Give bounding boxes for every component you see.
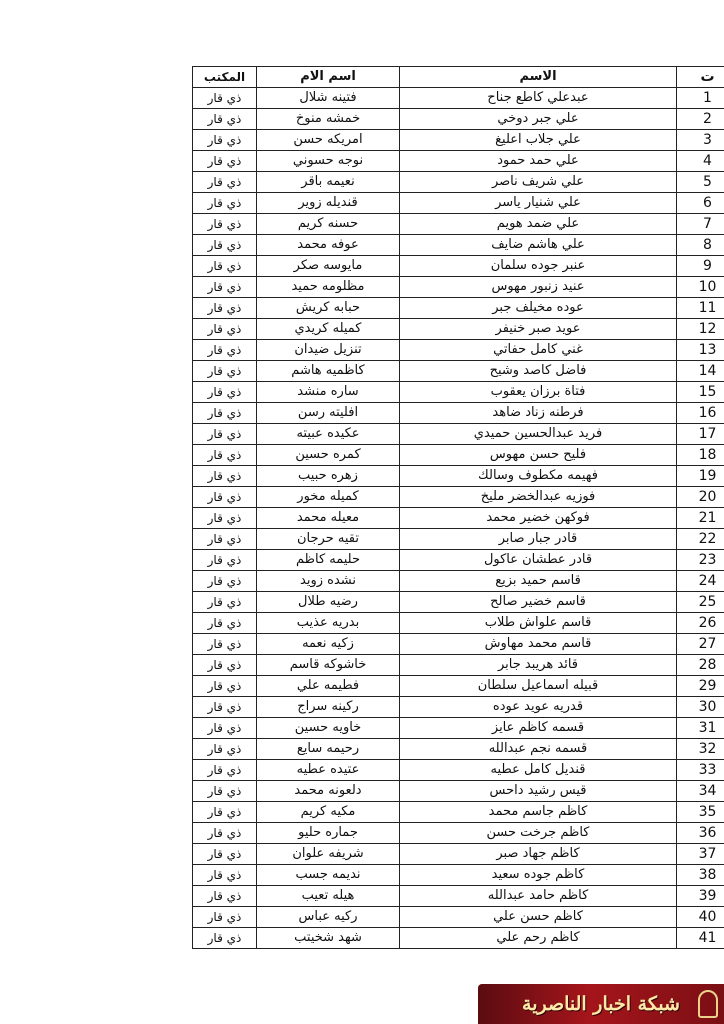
row-office: ذي قار [193,613,257,634]
row-mother: عتيده عطيه [257,760,400,781]
table-row [193,865,724,886]
row-mother: نوجه حسوني [257,151,400,172]
row-num: 30 [677,697,724,718]
row-office: ذي قار [193,844,257,865]
row-num: 15 [677,382,724,403]
row-mother: خاويه حسين [257,718,400,739]
table-row [193,676,724,697]
row-mother: كمره حسين [257,445,400,466]
row-mother: فتينه شلال [257,88,400,109]
row-name: كاظم جاسم محمد [400,802,677,823]
row-name: قادر جبار صابر [400,529,677,550]
row-mother: بدريه عذيب [257,613,400,634]
table-body [193,88,724,949]
table-row [193,697,724,718]
row-num: 19 [677,466,724,487]
row-num: 39 [677,886,724,907]
row-name: عنيد زنبور مهوس [400,277,677,298]
row-mother: هيله تعيب [257,886,400,907]
row-mother: مايوسه صكر [257,256,400,277]
table-row [193,844,724,865]
row-office: ذي قار [193,193,257,214]
row-num: 41 [677,928,724,949]
row-mother: افليته رسن [257,403,400,424]
row-num: 28 [677,655,724,676]
row-mother: ركيه عباس [257,907,400,928]
row-name: قاسم علواش طلاب [400,613,677,634]
row-mother: تنزيل ضيدان [257,340,400,361]
row-office: ذي قار [193,655,257,676]
row-num: 24 [677,571,724,592]
row-name: فوكهن خضير محمد [400,508,677,529]
row-mother: رحيمه سايع [257,739,400,760]
header-name: الاسم [400,67,677,88]
table-row [193,634,724,655]
row-mother: زكيه نعمه [257,634,400,655]
row-mother: دلعونه محمد [257,781,400,802]
logo-text: شبكة اخبار الناصرية [522,993,680,1015]
row-num: 22 [677,529,724,550]
row-office: ذي قار [193,214,257,235]
table-row [193,718,724,739]
row-mother: مظلومه حميد [257,277,400,298]
row-num: 16 [677,403,724,424]
row-office: ذي قار [193,550,257,571]
row-name: عويد صبر خنيفر [400,319,677,340]
row-office: ذي قار [193,676,257,697]
table-row [193,88,724,109]
row-num: 10 [677,277,724,298]
row-num: 38 [677,865,724,886]
row-office: ذي قار [193,739,257,760]
row-num: 40 [677,907,724,928]
row-office: ذي قار [193,466,257,487]
row-mother: رضيه طلال [257,592,400,613]
table-row [193,298,724,319]
row-name: كاظم جوده سعيد [400,865,677,886]
row-office: ذي قار [193,907,257,928]
names-table-container [192,66,717,949]
row-num: 21 [677,508,724,529]
row-num: 12 [677,319,724,340]
row-num: 14 [677,361,724,382]
row-num: 32 [677,739,724,760]
row-num: 13 [677,340,724,361]
table-row [193,277,724,298]
row-num: 17 [677,424,724,445]
row-num: 35 [677,802,724,823]
table-row [193,109,724,130]
row-mother: كميله مخور [257,487,400,508]
row-mother: قنديله زوير [257,193,400,214]
row-name: قاسم خضير صالح [400,592,677,613]
row-mother: كميله كريدي [257,319,400,340]
row-num: 33 [677,760,724,781]
row-name: كاظم رحم علي [400,928,677,949]
row-office: ذي قار [193,151,257,172]
table-row [193,592,724,613]
row-name: علي شنيار ياسر [400,193,677,214]
row-mother: كاظميه هاشم [257,361,400,382]
names-table [192,66,724,949]
row-num: 29 [677,676,724,697]
row-name: فتاة برزان يعقوب [400,382,677,403]
site-logo [478,984,724,1024]
row-num: 1 [677,88,724,109]
logo-emblem-icon [698,990,718,1018]
row-num: 34 [677,781,724,802]
table-row [193,928,724,949]
table-row [193,340,724,361]
row-num: 4 [677,151,724,172]
row-mother: امريكه حسن [257,130,400,151]
row-num: 11 [677,298,724,319]
table-row [193,781,724,802]
table-row [193,172,724,193]
row-mother: معيله محمد [257,508,400,529]
row-office: ذي قار [193,529,257,550]
row-name: علي هاشم ضايف [400,235,677,256]
row-office: ذي قار [193,88,257,109]
row-mother: عوفه محمد [257,235,400,256]
table-row [193,466,724,487]
row-office: ذي قار [193,823,257,844]
row-name: قائد هريبد جابر [400,655,677,676]
row-num: 20 [677,487,724,508]
table-row [193,550,724,571]
header-mother: اسم الام [257,67,400,88]
table-row [193,319,724,340]
row-mother: حسنه كريم [257,214,400,235]
row-name: عبدعلي كاطع جناح [400,88,677,109]
row-mother: مكيه كريم [257,802,400,823]
row-office: ذي قار [193,298,257,319]
header-row [193,67,724,88]
row-mother: خمشه منوخ [257,109,400,130]
row-name: كاظم جهاد صبر [400,844,677,865]
row-num: 6 [677,193,724,214]
row-name: قادر عطشان عاكول [400,550,677,571]
table-row [193,487,724,508]
table-row [193,151,724,172]
table-row [193,424,724,445]
row-num: 25 [677,592,724,613]
table-row [193,130,724,151]
row-office: ذي قار [193,277,257,298]
table-row [193,508,724,529]
row-num: 23 [677,550,724,571]
row-mother: نعيمه باقر [257,172,400,193]
row-office: ذي قار [193,928,257,949]
row-name: فليح حسن مهوس [400,445,677,466]
row-name: علي جبر دوخي [400,109,677,130]
row-num: 27 [677,634,724,655]
table-row [193,571,724,592]
row-name: فاضل كاصد وشيح [400,361,677,382]
row-name: فوزيه عبدالخضر مليخ [400,487,677,508]
row-name: قنديل كامل عطيه [400,760,677,781]
row-office: ذي قار [193,361,257,382]
row-num: 18 [677,445,724,466]
row-mother: تقيه حرجان [257,529,400,550]
row-mother: جماره حليو [257,823,400,844]
row-mother: خاشوكه قاسم [257,655,400,676]
row-office: ذي قار [193,508,257,529]
table-row [193,739,724,760]
table-row [193,256,724,277]
table-row [193,823,724,844]
row-name: علي حمد حمود [400,151,677,172]
row-name: كاظم حسن علي [400,907,677,928]
row-num: 8 [677,235,724,256]
table-row [193,445,724,466]
row-mother: شريفه علوان [257,844,400,865]
row-name: علي ضمد هويم [400,214,677,235]
row-office: ذي قار [193,256,257,277]
row-mother: شهد شخيتب [257,928,400,949]
row-office: ذي قار [193,592,257,613]
row-office: ذي قار [193,697,257,718]
table-row [193,613,724,634]
row-num: 2 [677,109,724,130]
row-mother: ساره منشد [257,382,400,403]
table-row [193,403,724,424]
row-office: ذي قار [193,340,257,361]
row-name: قبيله اسماعيل سلطان [400,676,677,697]
row-mother: فطيمه علي [257,676,400,697]
row-office: ذي قار [193,571,257,592]
table-row [193,235,724,256]
row-office: ذي قار [193,802,257,823]
row-num: 3 [677,130,724,151]
row-num: 5 [677,172,724,193]
row-num: 9 [677,256,724,277]
row-name: قدريه عويد عوده [400,697,677,718]
row-mother: زهره حبيب [257,466,400,487]
row-office: ذي قار [193,172,257,193]
row-name: قيس رشيد داحس [400,781,677,802]
table-row [193,802,724,823]
row-office: ذي قار [193,130,257,151]
row-num: 37 [677,844,724,865]
row-num: 31 [677,718,724,739]
row-name: عوده مخيلف جبر [400,298,677,319]
header-office: المكتب [193,67,257,88]
row-name: فريد عبدالحسين حميدي [400,424,677,445]
row-office: ذي قار [193,319,257,340]
table-row [193,361,724,382]
row-mother: ركينه سراج [257,697,400,718]
row-name: علي جلاب اعليغ [400,130,677,151]
row-office: ذي قار [193,235,257,256]
row-name: قاسم محمد مهاوش [400,634,677,655]
row-office: ذي قار [193,403,257,424]
row-mother: نديمه جسب [257,865,400,886]
row-office: ذي قار [193,886,257,907]
table-row [193,760,724,781]
row-name: قسمه نجم عبدالله [400,739,677,760]
row-office: ذي قار [193,487,257,508]
row-name: فهيمه مكطوف وسالك [400,466,677,487]
row-office: ذي قار [193,865,257,886]
row-mother: حبابه كريش [257,298,400,319]
row-mother: عكيده عبيته [257,424,400,445]
row-office: ذي قار [193,382,257,403]
row-num: 36 [677,823,724,844]
row-name: عنبر جوده سلمان [400,256,677,277]
row-name: علي شريف ناصر [400,172,677,193]
row-name: كاظم جرخت حسن [400,823,677,844]
table-row [193,907,724,928]
row-name: كاظم حامد عبدالله [400,886,677,907]
row-name: فرطنه زناد ضاهد [400,403,677,424]
row-num: 7 [677,214,724,235]
row-name: قاسم حميد بزيع [400,571,677,592]
row-office: ذي قار [193,781,257,802]
table-row [193,655,724,676]
row-mother: نشده زويد [257,571,400,592]
row-office: ذي قار [193,109,257,130]
row-office: ذي قار [193,718,257,739]
table-row [193,193,724,214]
row-name: غني كامل حفاتي [400,340,677,361]
row-office: ذي قار [193,634,257,655]
table-row [193,529,724,550]
row-office: ذي قار [193,760,257,781]
table-row [193,214,724,235]
row-mother: حليمه كاظم [257,550,400,571]
row-office: ذي قار [193,424,257,445]
row-num: 26 [677,613,724,634]
row-office: ذي قار [193,445,257,466]
table-row [193,886,724,907]
header-num: ت [677,67,724,88]
table-row [193,382,724,403]
row-name: قسمه كاظم عايز [400,718,677,739]
